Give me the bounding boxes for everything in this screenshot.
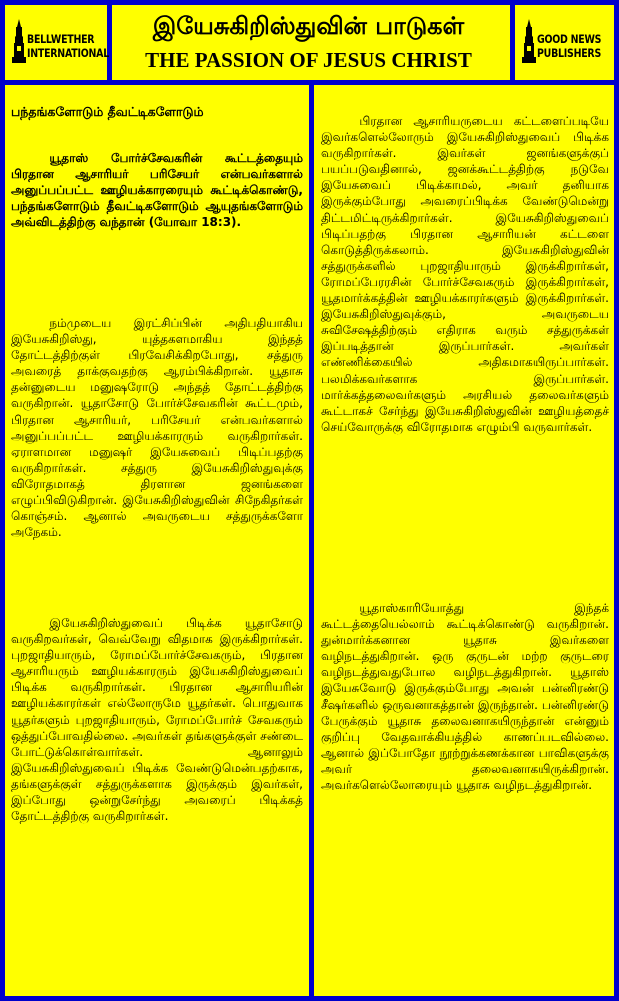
body-paragraph: இயேசுகிறிஸ்துவைப் பிடிக்க யூதாசோடு வருகிறவர்கள், வெவ்வேறு விதமாக இருக்கிறார்கள். புறஜாதியாரும், ரோமப்போர்ச்சேவகரும், பிரதான ஆசாரியரும் ஊழியக்காரரும் இயேசுகிறிஸ்துவைப் பிடிக்க வருகிறார்கள். பிரதான ஆசாரியரின் ஊழியக்காரர்கள் எல்லோருமே யூதர்கள். பொதுவாக யூதர்களும் புறஜாதியாரும், ரோமப்போர்ச் சேவகரும் ஒத்துப்போவதில்லை. அவர்கள் தங்களுக்குள் சண்டை போட்டுக்கொள்வார்கள். ஆனாலும் இயேசுகிறிஸ்துவைப் பிடிக்க வேண்டுமென்பதற்காக, தங்களுக்குள் சத்துருக்களாக இருக்கும் இவர்கள், இப்போது ஒன்றுசேர்ந்து அவரைப் பிடிக்கத் தோட்டத்திற்கு வருகிறார்கள். xyxy=(11,616,303,824)
right-column xyxy=(321,80,609,996)
logo-text-line1: GOOD NEWS xyxy=(537,32,602,46)
left-column xyxy=(11,80,303,996)
body-paragraph: பிரதான ஆசாரியருடைய கட்டளைப்படியே இவர்களெல்லோரும் இயேசுகிறிஸ்துவைப் பிடிக்க வருகிறார்கள். இவர்கள் ஜனங்களுக்குப் பயப்படுவதினால், ஜனக்கூட்டத்திற்கு நடுவே இயேசுவைப் பிடிக்காமல், அவர் தனியாக இருக்கும்போது அவரைப்பிடிக்க வேண்டுமென்று திட்டமிட்டிருக்கிறார்கள். இயேசுகிறிஸ்துவைப் பிடிப்பதற்கு பிரதான ஆசாரியன் கட்டளை கொடுத்திருக்கலாம். இயேசுகிறிஸ்துவின் சத்துருக்களில் புறஜாதியாரும் இருக்கிறார்கள், ரோமப்பேரரசின் போர்ச்சேவகரும் இருக்கிறார்கள், யூதமார்க்கத்தின் ஊழியக்காரர்களும் இருக்கிறார்கள். இயேசுகிறிஸ்துவுக்கும், அவருடைய சுவிசேஷத்திற்கும் எதிராக வரும் சத்துருக்கள் இப்படித்தான் இருப்பார்கள். அவர்கள் எண்ணிக்கையில் அதிகமாகயிருப்பார்கள். பலமிக்கவர்களாக இருப்பார்கள். மார்க்கத்தலைவர்களும் அரசியல் தலைவர்களும் கூட்டாகச் சேர்ந்து இயேசுகிறிஸ்துவின் ஊழியத்தைச் செய்வோருக்கு விரோதமாக எழும்பி வருவார்கள். xyxy=(321,114,609,434)
section-heading: பந்தங்களோடும் தீவட்டிகளோடும் xyxy=(11,104,204,119)
header xyxy=(5,5,614,85)
logo-text-line1: BELLWETHER xyxy=(27,32,95,46)
good-news-logo xyxy=(521,17,613,69)
publisher-logo-left xyxy=(5,5,112,80)
title-box xyxy=(112,5,505,80)
english-title: THE PASSION OF JESUS CHRIST xyxy=(145,48,472,72)
bellwether-logo xyxy=(11,17,109,69)
logo-text-line2: PUBLISHERS xyxy=(537,46,601,60)
bell-tower-icon xyxy=(521,19,537,65)
column-divider xyxy=(309,80,314,996)
tamil-title: இயேசுகிறிஸ்துவின் பாடுகள் xyxy=(152,12,465,40)
body-paragraph: யூதாஸ்காரியோத்து இந்தக் கூட்டத்தையெல்லாம் கூட்டிக்கொண்டு வருகிறான். துன்மார்க்கனான யூதாசு இவர்களை வழிநடத்துகிறான். ஒரு குருடன் மற்ற குருடரை வழிநடத்துவதுபோல வழிநடத்துகிறான். யூதாஸ் இயேசுவோடு இருக்கும்போது அவன் பன்னிரண்டு சீஷர்களில் ஒருவனாகத்தான் இருந்தான். பன்னிரண்டு பேருக்கும் யூதாசு தலைவனாகயிருந்தான் என்னும் குறிப்பு வேதவாக்கியத்தில் காணப்படவில்லை. ஆனால் இப்போதோ நூற்றுக்கணக்கான பாவிகளுக்கு அவர் தலைவனாகயிருக்கிறான். அவர்களெல்லோரையும் யூதாசு வழிநடத்துகிறான். xyxy=(321,601,609,793)
body-paragraph: நம்முடைய இரட்சிப்பின் அதிபதியாகிய இயேசுகிறிஸ்து, யுத்தகளமாகிய இந்தத் தோட்டத்திற்குள் பிரவேசிக்கிறபோது, சத்துரு அவரைத் தாக்குவதற்கு ஆரம்பிக்கிறான். யூதாசு தன்னுடைய மனுஷரோடு அந்தத் தோட்டத்திற்கு வருகிறான். யூதாசோடு போர்ச்சேவகரின் கூட்டமும், பிரதான ஆசாரியர், பரிசேயர் என்பவர்களால் அனுப்பப்பட்ட ஊழியக்காரரும் வருகிறார்கள். ஏராளமான மனுஷர் இயேசுவைப் பிடிப்பதற்கு வருகிறார்கள். சத்துரு இயேசுகிறிஸ்துவுக்கு விரோதமாகத் திரளான ஜனங்களை எழுப்பிவிடுகிறான். இயேசுகிறிஸ்துவின் சிநேகிதர்கள் கொஞ்சம். ஆனால் அவருடைய சத்துருக்களோ அநேகம். xyxy=(11,316,303,540)
bell-tower-icon xyxy=(11,19,27,65)
logo-text-line2: INTERNATIONAL xyxy=(27,46,109,60)
scripture-paragraph: யூதாஸ் போர்ச்சேவகரின் கூட்டத்தையும் பிரதான ஆசாரியர் பரிசேயர் என்பவர்களால் அனுப்பப்பட்ட ஊழியக்காரரையும் கூட்டிக்கொண்டு, பந்தங்களோடும் தீவட்டிகளோடும் ஆயுதங்களோடும் அவ்விடத்திற்கு வந்தான் (யோவா 18:3). xyxy=(11,151,303,230)
publisher-logo-right xyxy=(510,5,619,80)
